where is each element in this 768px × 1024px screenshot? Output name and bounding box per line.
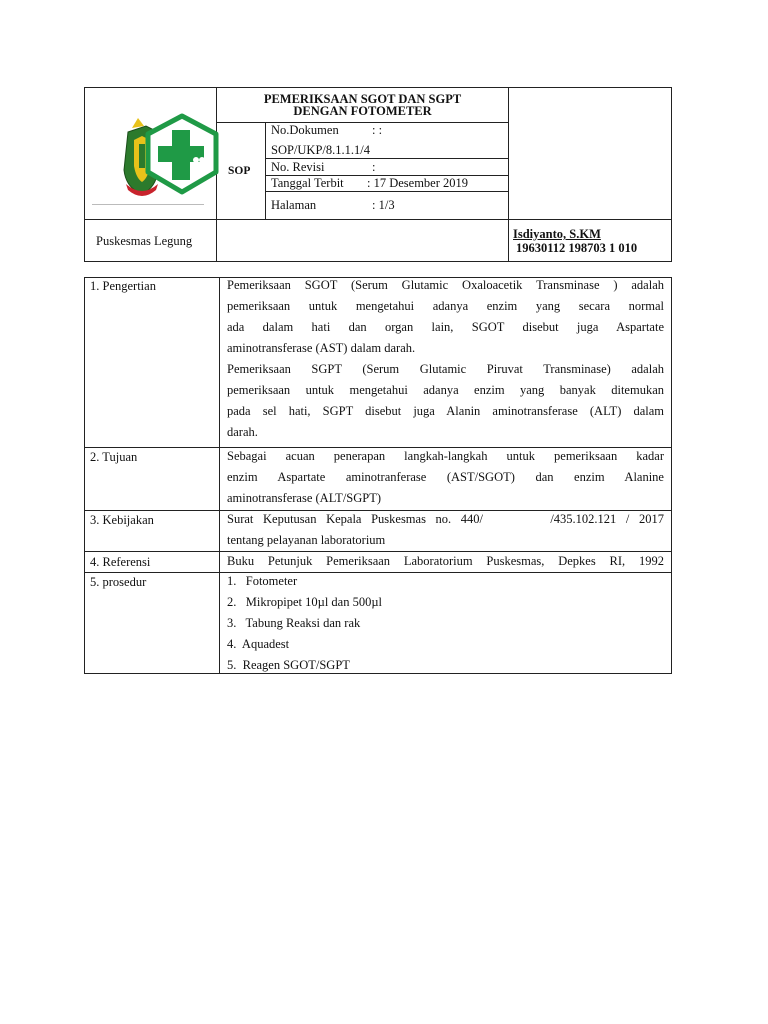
- paragraph-line: pemeriksaan untuk mengetahui adanya enzim yang banyak ditemukan: [227, 383, 664, 397]
- tujuan-text: [227, 446, 664, 509]
- halaman-value: : 1/3: [372, 198, 395, 212]
- sop-label: SOP: [228, 165, 251, 177]
- paragraph-line: aminotransferase (ALT/SGPT): [227, 491, 382, 505]
- paragraph-line: enzim Aspartate aminotranferase (AST/SGOT) dan enzim Alanine: [227, 470, 664, 484]
- label-pengertian: 1. Pengertian: [90, 279, 156, 293]
- list-item: 3. Tabung Reaksi dan rak: [227, 616, 361, 630]
- signer-name: Isdiyanto, S.KM: [513, 227, 601, 241]
- referensi-text: [227, 551, 664, 572]
- terbit-value: : 17 Desember 2019: [367, 176, 469, 190]
- revisi-label: No. Revisi: [271, 160, 325, 174]
- label-prosedur: 5. prosedur: [90, 575, 147, 589]
- page-title-line1: PEMERIKSAAN SGOT DAN SGPT: [263, 92, 462, 106]
- paragraph-line: pada sel hati, SGPT disebut juga Alanin aminotransferase (ALT) dalam: [227, 404, 664, 418]
- org-name: Puskesmas Legung: [96, 234, 193, 248]
- signer-nip: 19630112 198703 1 010: [516, 241, 638, 255]
- list-item: 4. Aquadest: [227, 637, 290, 651]
- paragraph-line: pemeriksaan untuk mengetahui adanya enzim yang secara normal: [227, 299, 664, 313]
- label-tujuan: 2. Tujuan: [90, 450, 138, 464]
- doc-no-value: SOP/UKP/8.1.1.1/4: [271, 143, 370, 157]
- paragraph-line: Pemeriksaan SGOT (Serum Glutamic Oxaloacetik Transminase ) adalah: [227, 278, 664, 292]
- label-referensi: 4. Referensi: [90, 555, 151, 569]
- list-item: 1. Fotometer: [227, 574, 298, 588]
- page-title-line2: DENGAN FOTOMETER: [293, 104, 432, 118]
- paragraph-line: Buku Petunjuk Pemeriksaan Laboratorium Puskesmas, Depkes RI, 1992: [227, 554, 664, 568]
- paragraph-line: Surat Keputusan Kepala Puskesmas no. 440/ /435.102.121 / 2017: [227, 512, 664, 526]
- paragraph-line: darah.: [227, 425, 258, 439]
- doc-no-sep: : :: [372, 123, 383, 137]
- pengertian-text: [227, 275, 664, 443]
- puskesmas-logo-icon: [112, 110, 222, 204]
- paragraph-line: ada dalam hati dan organ lain, SGOT disebut juga Aspartate: [227, 320, 664, 334]
- paragraph-line: Sebagai acuan penerapan langkah-langkah untuk pemeriksaan kadar: [227, 449, 664, 463]
- kebijakan-text: [227, 509, 664, 551]
- paragraph-line: Pemeriksaan SGPT (Serum Glutamic Piruvat Transminase) adalah: [227, 362, 664, 376]
- paragraph-line: aminotransferase (AST) dalam darah.: [227, 341, 416, 355]
- revisi-sep: :: [372, 160, 376, 174]
- list-item: 5. Reagen SGOT/SGPT: [227, 658, 350, 672]
- puskesmas-logo: [112, 110, 222, 204]
- list-item: 2. Mikropipet 10µl dan 500µl: [227, 595, 383, 609]
- doc-no-label: No.Dokumen: [271, 123, 339, 137]
- terbit-label: Tanggal Terbit: [271, 176, 344, 190]
- paragraph-line: tentang pelayanan laboratorium: [227, 533, 386, 547]
- prosedur-list: [227, 571, 664, 676]
- label-kebijakan: 3. Kebijakan: [90, 513, 154, 527]
- halaman-label: Halaman: [271, 198, 317, 212]
